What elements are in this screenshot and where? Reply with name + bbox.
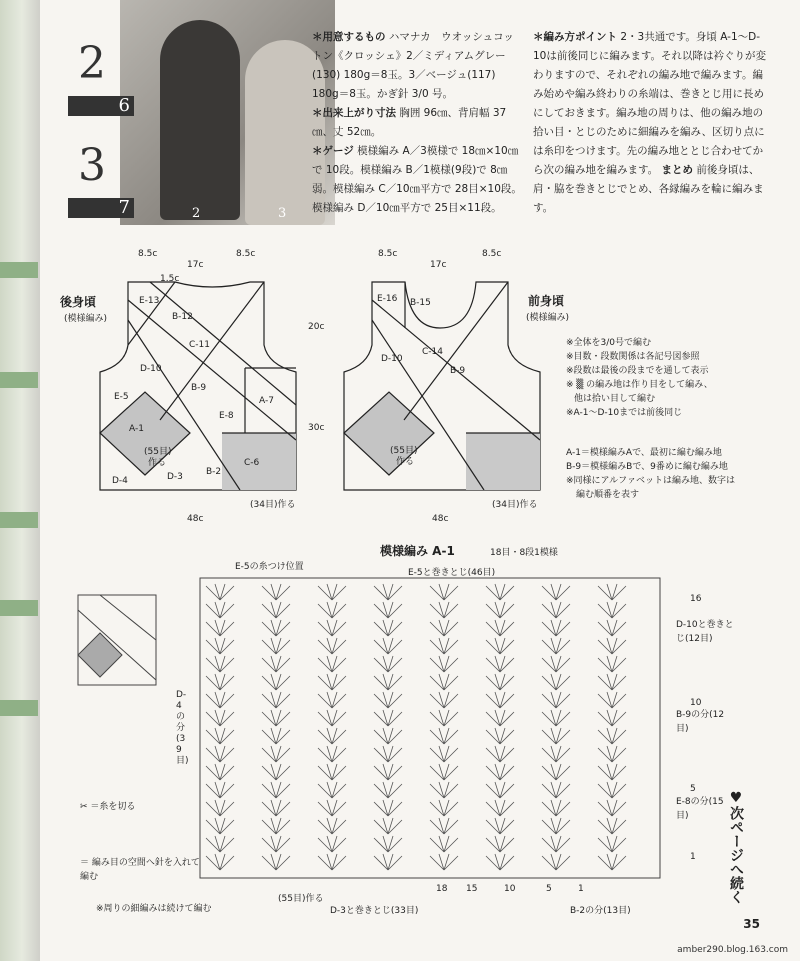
legend-space: ＝ 編み目の空間へ針を入れて編む: [80, 858, 200, 882]
points-label: ＊編み方ポイント: [533, 31, 617, 43]
front-dim-width: 48c: [432, 514, 449, 524]
stitch-fan: [430, 854, 458, 870]
back-title: 後身頃: [60, 295, 97, 309]
stitch-chart-rows: [206, 584, 626, 870]
legend-cut: ✂ ＝糸を切る: [80, 802, 136, 812]
piece-label: E-5: [114, 392, 129, 402]
stitch-fan: [318, 764, 346, 780]
piece-label: E-13: [139, 296, 160, 306]
model-number-2: 2: [78, 38, 106, 89]
front-title: 前身頃: [528, 294, 565, 308]
chart-row-number: 16: [690, 594, 702, 604]
model-badge-7: 7: [68, 198, 134, 218]
stitch-fan: [542, 620, 570, 636]
model-number-3: 3: [78, 140, 106, 191]
stitch-fan: [262, 710, 290, 726]
back-dim-top-left: 8.5c: [138, 249, 158, 259]
stitch-fan: [374, 836, 402, 852]
front-dim-top-left: 8.5c: [378, 249, 398, 259]
model-badge-6: 6: [68, 96, 134, 116]
stitch-fan: [374, 800, 402, 816]
stitch-fan: [206, 620, 234, 636]
stitch-fan: [374, 818, 402, 834]
back-dim-top-right: 8.5c: [236, 249, 256, 259]
stitch-fan: [598, 602, 626, 618]
stitch-fan: [542, 836, 570, 852]
stitch-fan: [430, 656, 458, 672]
stitch-fan: [486, 836, 514, 852]
stitch-fan: [262, 692, 290, 708]
stitch-fan: [542, 638, 570, 654]
stitch-fan: [262, 818, 290, 834]
back-note-55: (55目): [144, 447, 172, 457]
stitch-fan: [262, 800, 290, 816]
stitch-fan: [430, 710, 458, 726]
stitch-fan: [598, 656, 626, 672]
stitch-fan: [262, 854, 290, 870]
stitch-fan: [374, 656, 402, 672]
chart-col-number: 1: [578, 884, 584, 894]
size-text: 胸囲 96㎝、背肩幅 37㎝、丈 52㎝。: [312, 107, 507, 138]
stitch-fan: [262, 674, 290, 690]
gauge-label: ＊ゲージ: [312, 145, 354, 157]
stitch-fan: [486, 602, 514, 618]
materials-text: ハマナカ ウオッシュコットン《クロッシェ》2／ミディアムグレー(130) 180g＝8玉。3／ベージュ(117) 180g＝8玉。かぎ針 3/0 号。: [312, 31, 514, 100]
stitch-fan: [542, 710, 570, 726]
next-page-note: ♥次ページへ続く: [728, 790, 744, 904]
stitch-fan: [598, 620, 626, 636]
stitch-fan: [318, 746, 346, 762]
stitch-fan: [374, 620, 402, 636]
chart-col-number: 15: [466, 884, 478, 894]
stitch-fan: [542, 800, 570, 816]
front-note-34: (34目)作る: [492, 500, 538, 510]
note-line: ※ ▒ の編み地は作り目をして編み、: [566, 380, 713, 390]
photo-number-3: 3: [278, 206, 287, 221]
stitch-fan: [318, 818, 346, 834]
definitions-block: [566, 446, 766, 502]
piece-label: B-15: [410, 298, 431, 308]
front-note-55: (55目): [390, 446, 418, 456]
stitch-fan: [486, 800, 514, 816]
stitch-fan: [430, 692, 458, 708]
chart-subtitle: 18目・8段1模様: [490, 548, 558, 558]
chart-bottom-right: B-2の分(13目): [570, 906, 631, 916]
stitch-fan: [542, 692, 570, 708]
chart-right-label: B-9の分(12目): [676, 710, 725, 734]
finishing-label: まとめ: [661, 164, 694, 176]
stitch-fan: [318, 782, 346, 798]
def-line: 編む順番を表す: [576, 490, 640, 500]
stitch-fan: [598, 836, 626, 852]
note-line: ※A-1〜D-10までは前後同じ: [566, 408, 683, 418]
def-line: B-9＝模様編みBで、9番めに編む編み地: [566, 462, 728, 472]
stitch-fan: [318, 800, 346, 816]
stitch-fan: [598, 584, 626, 600]
stitch-fan: [318, 854, 346, 870]
piece-label: B-9: [191, 383, 207, 393]
stitch-fan: [262, 836, 290, 852]
stitch-fan: [374, 674, 402, 690]
back-dim-neck: 1.5c: [160, 274, 180, 284]
piece-label: C-6: [244, 458, 260, 468]
page-number: 35: [743, 917, 760, 931]
stitch-fan: [262, 656, 290, 672]
stitch-fan: [542, 674, 570, 690]
chart-col-number: 5: [546, 884, 552, 894]
stitch-fan: [486, 692, 514, 708]
stitch-fan: [430, 746, 458, 762]
stitch-fan: [318, 710, 346, 726]
stitch-fan: [318, 836, 346, 852]
thumbnail-diagram: [78, 595, 156, 685]
stitch-fan: [542, 854, 570, 870]
stitch-fan: [374, 602, 402, 618]
stitch-fan: [206, 674, 234, 690]
piece-label: C-11: [189, 340, 210, 350]
stitch-fan: [374, 746, 402, 762]
stitch-fan: [374, 854, 402, 870]
back-subtitle: (模様編み): [64, 314, 108, 324]
stitch-fan: [206, 692, 234, 708]
chart-right-label: D-10と巻きとじ(12目): [676, 620, 734, 644]
piece-label: A-1: [129, 424, 144, 434]
chart-row-number: 1: [690, 852, 696, 862]
front-dim-armhole: 20c: [308, 322, 325, 332]
front-body-diagram: [344, 282, 540, 490]
stitch-fan: [486, 764, 514, 780]
size-label: ＊出来上がり寸法: [312, 107, 396, 119]
stitch-fan: [598, 746, 626, 762]
stitch-fan: [598, 728, 626, 744]
stitch-fan: [430, 836, 458, 852]
stitch-fan: [206, 764, 234, 780]
stitch-fan: [430, 602, 458, 618]
stitch-fan: [598, 638, 626, 654]
stitch-fan: [598, 782, 626, 798]
stitch-fan: [486, 620, 514, 636]
stitch-fan: [598, 674, 626, 690]
notes-block: [566, 336, 756, 420]
stitch-fan: [262, 746, 290, 762]
stitch-fan: [318, 656, 346, 672]
front-dim-body: 30c: [308, 423, 325, 433]
stitch-fan: [262, 602, 290, 618]
stitch-fan: [430, 764, 458, 780]
stitch-fan: [542, 602, 570, 618]
piece-label: D-10: [140, 364, 162, 374]
stitch-fan: [206, 818, 234, 834]
stitch-fan: [486, 710, 514, 726]
def-line: A-1＝模様編みAで、最初に編む編み地: [566, 448, 722, 458]
stitch-fan: [206, 584, 234, 600]
def-line: ※同様にアルファベットは編み地、数字は: [566, 476, 736, 486]
chart-title: 模様編み A-1: [380, 544, 455, 558]
gauge-text: 模様編み A／3模様で 18㎝×10㎝で 10段。模様編み B／1模様(9段)で 8㎝弱。模様編み C／10㎝平方で 28目×10段。模様編み D／10㎝平方で 25目×11段。: [312, 145, 522, 214]
stitch-fan: [374, 764, 402, 780]
chart-row-number: 5: [690, 784, 696, 794]
stitch-fan: [206, 800, 234, 816]
stitch-fan: [486, 728, 514, 744]
stitch-fan: [206, 854, 234, 870]
chart-row-number: 10: [690, 698, 702, 708]
back-dim-top-mid: 17c: [187, 260, 204, 270]
stitch-fan: [262, 764, 290, 780]
chart-top-note: E-5の糸つけ位置: [235, 562, 304, 572]
stitch-fan: [318, 638, 346, 654]
stitch-fan: [430, 728, 458, 744]
stitch-fan: [542, 746, 570, 762]
back-dim-width: 48c: [187, 514, 204, 524]
chart-col-number: 18: [436, 884, 448, 894]
stitch-fan: [430, 674, 458, 690]
chart-bottom-mid: D-3と巻きとじ(33目): [330, 906, 419, 916]
stitch-fan: [598, 818, 626, 834]
stitch-fan: [206, 710, 234, 726]
stitch-fan: [374, 710, 402, 726]
stitch-chart: [200, 578, 660, 878]
piece-label: B-12: [172, 312, 193, 322]
stitch-fan: [318, 620, 346, 636]
stitch-fan: [374, 782, 402, 798]
stitch-fan: [318, 602, 346, 618]
chart-col-number: 10: [504, 884, 516, 894]
stitch-fan: [486, 818, 514, 834]
piece-label: D-3: [167, 472, 183, 482]
piece-label: D-10: [381, 354, 403, 364]
stitch-fan: [262, 620, 290, 636]
stitch-fan: [206, 638, 234, 654]
stitch-fan: [486, 746, 514, 762]
stitch-fan: [542, 728, 570, 744]
points-text: 2・3共通です。身頃 A-1〜D-10は前後同じに編みます。それ以降は衿ぐりが変わりますので、それぞれの編み地で編みます。編み始めや編み終わりの糸端は、巻きとじ用に長めにしておきます。編み地の周りは、他の編み地の拾い目・とじのために細編みを編み、区切り点には糸印をつけます。先の編み地ととじ合わせてから次の編み地を編みます。: [533, 31, 767, 176]
piece-label: D-4: [112, 476, 128, 486]
stitch-fan: [318, 674, 346, 690]
chart-right-label: E-8の分(15目): [676, 797, 724, 821]
stitch-fan: [430, 818, 458, 834]
stitch-fan: [374, 728, 402, 744]
piece-label: B-9: [450, 366, 466, 376]
stitch-fan: [542, 656, 570, 672]
stitch-fan: [206, 782, 234, 798]
stitch-fan: [262, 728, 290, 744]
stitch-fan: [486, 656, 514, 672]
stitch-fan: [430, 638, 458, 654]
stitch-fan: [430, 584, 458, 600]
chart-left-label: D-4の分(39目): [176, 690, 189, 766]
piece-label: E-8: [219, 411, 234, 421]
stitch-fan: [262, 638, 290, 654]
stitch-fan: [598, 692, 626, 708]
stitch-fan: [486, 854, 514, 870]
front-dim-top-right: 8.5c: [482, 249, 502, 259]
note-line: ※全体を3/0号で編む: [566, 338, 652, 348]
note-line: 他は拾い目して編む: [574, 394, 656, 404]
stitch-fan: [542, 764, 570, 780]
stitch-fan: [374, 638, 402, 654]
photo-number-2: 2: [192, 206, 201, 221]
piece-label: C-14: [422, 347, 443, 357]
stitch-fan: [486, 584, 514, 600]
stitch-fan: [486, 674, 514, 690]
watermark-url: amber290.blog.163.com: [677, 945, 788, 955]
note-line: ※目数・段数関係は各記号図参照: [566, 352, 700, 362]
chart-top-label: E-5と巻きとじ(46目): [408, 568, 496, 578]
back-note-34: (34目)作る: [250, 500, 296, 510]
chart-bottom-left: (55目)作る: [278, 894, 324, 904]
stitch-fan: [318, 728, 346, 744]
stitch-fan: [206, 602, 234, 618]
stitch-fan: [318, 692, 346, 708]
piece-label: E-16: [377, 294, 398, 304]
front-dim-top-mid: 17c: [430, 260, 447, 270]
front-subtitle: (模様編み): [526, 313, 570, 323]
stitch-fan: [374, 584, 402, 600]
stitch-fan: [486, 638, 514, 654]
stitch-fan: [206, 728, 234, 744]
stitch-fan: [206, 746, 234, 762]
legend-edge: ※周りの細編みは続けて編む: [96, 904, 212, 914]
stitch-fan: [598, 764, 626, 780]
stitch-fan: [542, 782, 570, 798]
finishing-text: 前後身頃は、肩・脇を巻きとじでとめ、各縁編みを輪に編みます。: [533, 164, 764, 214]
stitch-fan: [430, 620, 458, 636]
stitch-fan: [430, 782, 458, 798]
note-line: ※段数は最後の段までを通して表示: [566, 366, 709, 376]
stitch-fan: [486, 782, 514, 798]
stitch-fan: [542, 818, 570, 834]
stitch-fan: [374, 692, 402, 708]
materials-label: ＊用意するもの: [312, 31, 386, 43]
stitch-fan: [206, 836, 234, 852]
stitch-fan: [430, 800, 458, 816]
stitch-fan: [598, 800, 626, 816]
stitch-fan: [598, 854, 626, 870]
stitch-fan: [542, 584, 570, 600]
stitch-fan: [262, 584, 290, 600]
back-note-make: 作る: [148, 458, 167, 468]
stitch-fan: [318, 584, 346, 600]
stitch-fan: [598, 710, 626, 726]
front-note-make: 作る: [396, 457, 415, 467]
piece-label: A-7: [259, 396, 274, 406]
stitch-fan: [262, 782, 290, 798]
piece-label: B-2: [206, 467, 222, 477]
stitch-fan: [206, 656, 234, 672]
